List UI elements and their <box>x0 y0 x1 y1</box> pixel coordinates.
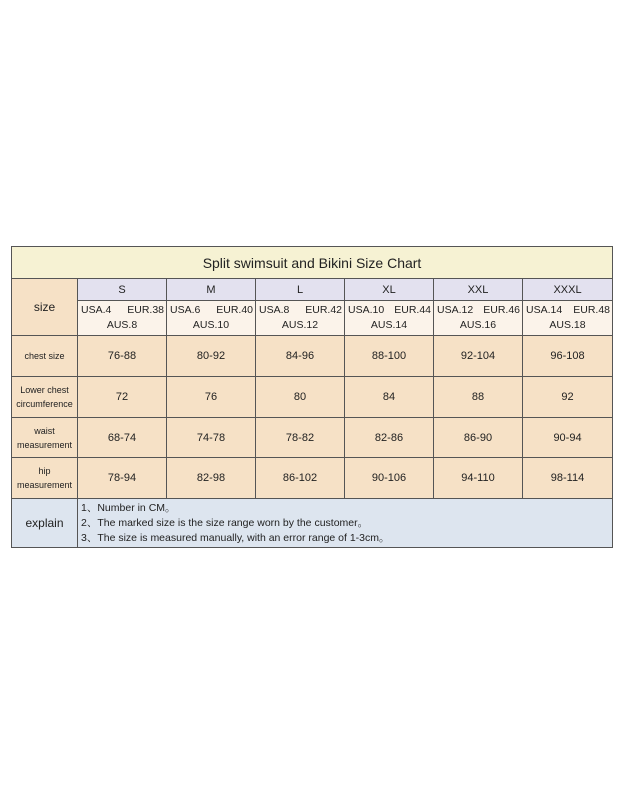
usa-size: USA.10 <box>348 304 385 316</box>
usa-size: USA.8 <box>259 304 290 316</box>
size-header-label: size <box>12 279 78 336</box>
measurement-value: 80-92 <box>167 336 256 377</box>
size-conversion-cell <box>256 301 345 336</box>
chart-title: Split swimsuit and Bikini Size Chart <box>12 247 613 279</box>
measurement-row <box>12 458 613 499</box>
measurement-label-line: measurement <box>16 480 73 490</box>
measurement-row <box>12 418 613 458</box>
size-conversion-cell <box>523 301 613 336</box>
size-conversion-cell <box>345 301 434 336</box>
measurement-value: 82-86 <box>345 418 434 458</box>
size-name: S <box>78 279 167 301</box>
eur-size: EUR.44 <box>394 304 431 316</box>
measurement-value: 84 <box>345 377 434 418</box>
size-conversion-cell <box>434 301 523 336</box>
measurement-label-line: chest size <box>24 351 65 361</box>
measurement-label-line: waist <box>34 425 55 436</box>
explain-note: 1、Number in CM。 <box>81 501 176 514</box>
measurement-value: 72 <box>78 377 167 418</box>
eur-size: EUR.38 <box>127 304 164 316</box>
aus-size: AUS.10 <box>192 319 230 331</box>
measurement-value: 84-96 <box>256 336 345 377</box>
measurement-value: 78-94 <box>78 458 167 499</box>
aus-size: AUS.12 <box>281 319 319 331</box>
size-name: XXXL <box>523 279 613 301</box>
measurement-row <box>12 377 613 418</box>
aus-size: AUS.16 <box>459 319 497 331</box>
measurement-label-line: hip <box>38 466 51 476</box>
measurement-value: 68-74 <box>78 418 167 458</box>
size-conversion-cell <box>78 301 167 336</box>
measurement-label <box>12 418 78 458</box>
measurement-value: 92 <box>523 377 613 418</box>
size-name: XL <box>345 279 434 301</box>
size-name: L <box>256 279 345 301</box>
measurement-value: 86-90 <box>434 418 523 458</box>
measurement-label-line: circumference <box>16 399 73 409</box>
measurement-value: 94-110 <box>434 458 523 499</box>
measurement-label <box>12 377 78 418</box>
usa-size: USA.6 <box>170 304 201 316</box>
measurement-value: 78-82 <box>256 418 345 458</box>
aus-size: AUS.8 <box>106 319 138 331</box>
measurement-value: 90-106 <box>345 458 434 499</box>
measurement-value: 90-94 <box>523 418 613 458</box>
aus-size: AUS.18 <box>549 319 586 331</box>
measurement-label-line: measurement <box>16 439 73 450</box>
eur-size: EUR.48 <box>573 304 611 316</box>
eur-size: EUR.42 <box>305 304 342 316</box>
measurement-label <box>12 458 78 499</box>
usa-size: USA.4 <box>81 304 112 316</box>
size-chart-table <box>11 246 613 548</box>
measurement-value: 92-104 <box>434 336 523 377</box>
measurement-value: 86-102 <box>256 458 345 499</box>
size-conversion-cell <box>167 301 256 336</box>
measurement-value: 76-88 <box>78 336 167 377</box>
measurement-value: 96-108 <box>523 336 613 377</box>
explain-note: 3、The size is measured manually, with an error range of 1-3cm。 <box>81 531 390 544</box>
measurement-value: 80 <box>256 377 345 418</box>
usa-size: USA.12 <box>437 304 474 316</box>
measurement-value: 82-98 <box>167 458 256 499</box>
measurement-label <box>12 336 78 377</box>
explain-notes <box>78 499 613 548</box>
aus-size: AUS.14 <box>370 319 408 331</box>
size-name: XXL <box>434 279 523 301</box>
measurement-value: 88 <box>434 377 523 418</box>
measurement-value: 74-78 <box>167 418 256 458</box>
measurement-value: 98-114 <box>523 458 613 499</box>
eur-size: EUR.46 <box>483 304 520 316</box>
measurement-row <box>12 336 613 377</box>
measurement-value: 76 <box>167 377 256 418</box>
usa-size: USA.14 <box>526 304 563 316</box>
size-name: M <box>167 279 256 301</box>
size-conversion-row <box>12 301 613 336</box>
measurement-value: 88-100 <box>345 336 434 377</box>
explain-note: 2、The marked size is the size range worn by the customer。 <box>81 516 369 529</box>
explain-label: explain <box>12 499 78 548</box>
measurement-label-line: Lower chest <box>20 385 69 395</box>
eur-size: EUR.40 <box>216 304 253 316</box>
